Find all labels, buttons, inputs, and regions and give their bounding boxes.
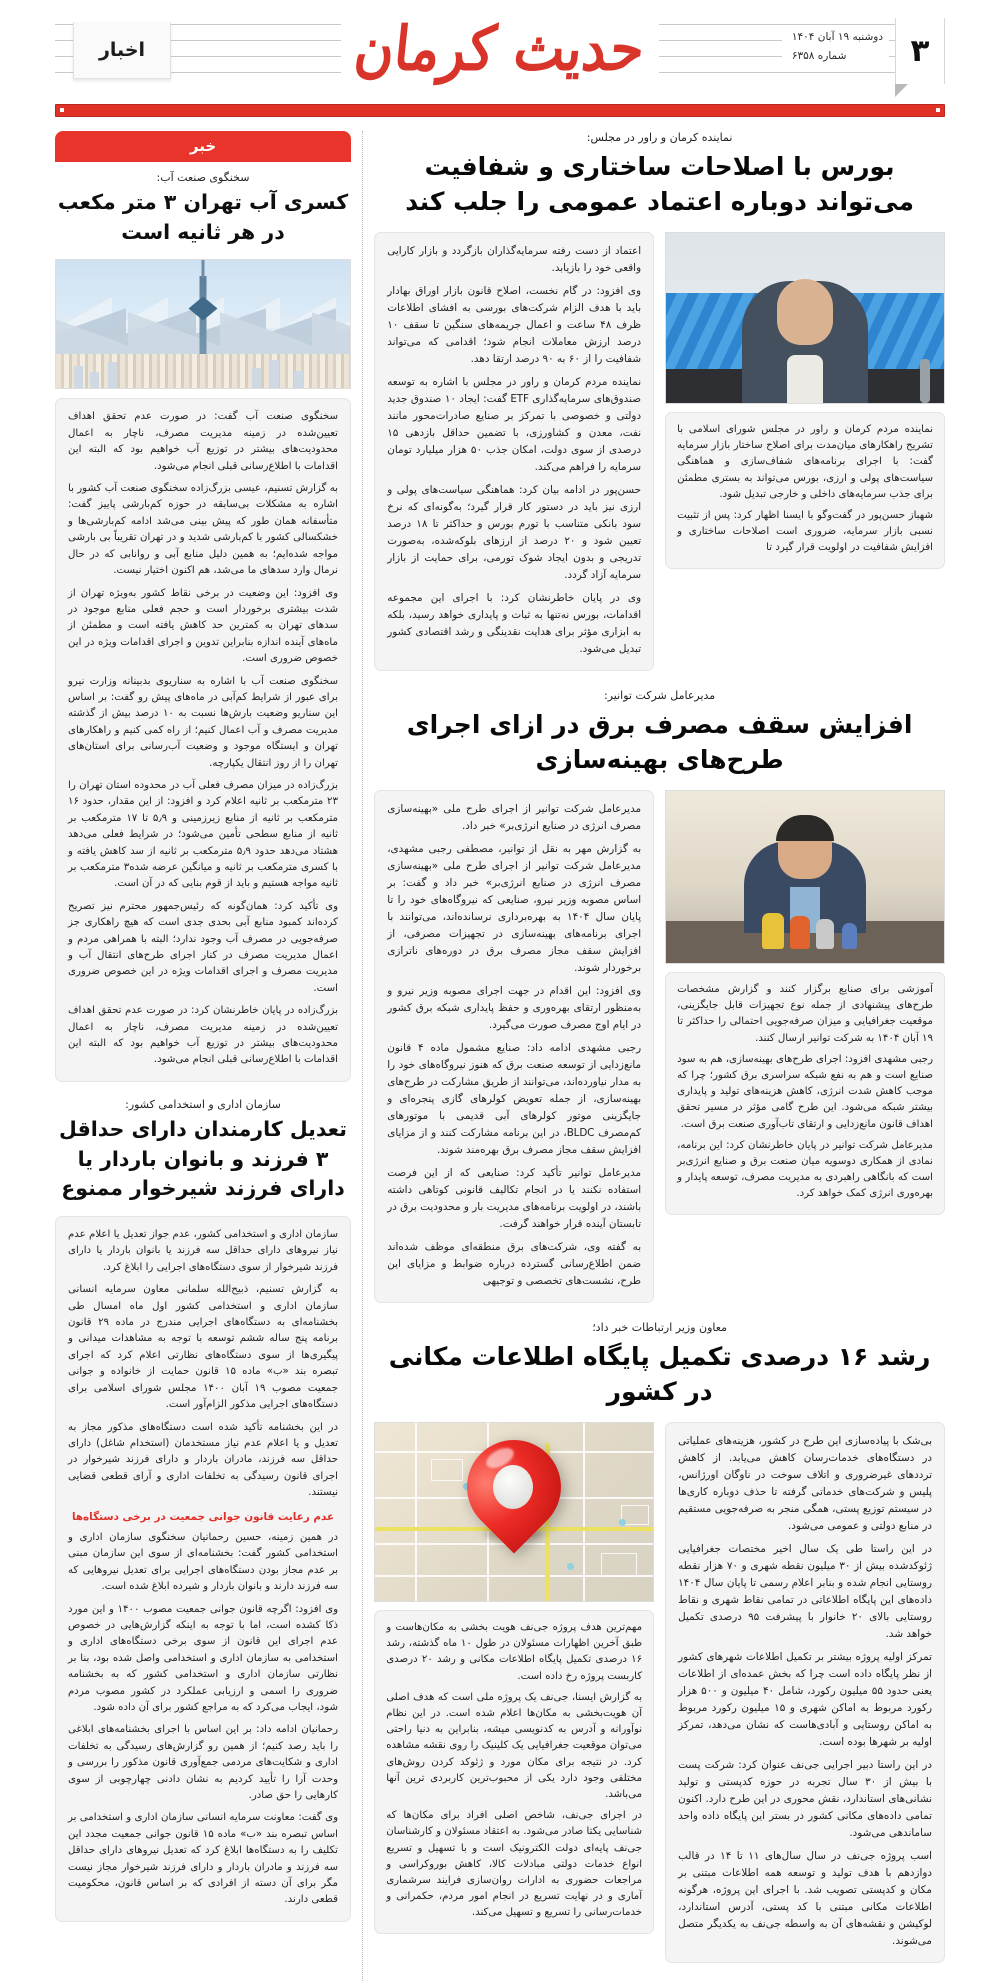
article-paragraph: وی افزود: این اقدام در جهت اجرای مصوبه وزیر نیرو و به‌منظور ارتقای بهره‌وری و حفظ پایداری شبکه برق کشور در ایام اوج مصرف صورت می‌گیرد.	[387, 985, 642, 1031]
article-paragraph: حسن‌پور در ادامه بیان کرد: هماهنگی سیاست‌های پولی و ارزی نیز باید در دستور کار قرار گیرد؛ به‌گونه‌ای که نرخ سود بانکی متناسب با تورم بورس و حداکثر تا ۱۸ درصد تعیین شود و ۲۰ درصد از ارزهای بلوکه‌شده، به‌صورت تدریجی و بدون ایجاد شوک تورمی، برای حمایت از بازار سرمایه آزاد گردد.	[387, 484, 642, 581]
map-pin-icon	[467, 1440, 561, 1534]
article-headline: بورس با اصلاحات ساختاری و شفافیت می‌تواند دوباره اعتماد عمومی را جلب کند	[405, 152, 914, 216]
article-media-column	[374, 1422, 654, 1934]
article-paragraph: تمرکز اولیه پروژه بیشتر بر تکمیل اطلاعات شهرهای کشور از نظر پایگاه داده است چرا که بخش عمده‌ای از اطلاعات یعنی حدود ۵۵ میلیون رکورد، شامل ۴۰ میلیون و ۵۰۰ هزار رکورد مربوط به اماکن شهری و ۱۵ میلیون رکورد مربوط به اماکن روستایی و آبادی‌هاست که نشان می‌دهد، تمرکز اولیه بر شهرها بوده است.	[678, 1651, 933, 1748]
section-tab-label: اخبار	[98, 39, 146, 61]
article-body-grid	[374, 790, 945, 1303]
article-paragraph: در این راستا طی یک سال اخیر مختصات جغرافیایی ژئوکدشده بیش از ۳۰ میلیون نقطه شهری و ۷۰ هزار نقطه روستایی انجام شده و بنابر اعلام رسمی تا پایان سال ۱۴۰۴ داده‌های این پایگاه اطلاعاتی در تمامی نقاط شهری و نقاط روستایی بالای ۲۰ خانوار با پیشرفت ۹۵ درصدی تکمیل خواهد شد.	[678, 1543, 932, 1640]
main-column	[374, 131, 945, 1981]
issue-number: شماره ۶۳۵۸	[791, 50, 847, 62]
sidebar-paragraph: سخنگوی صنعت آب گفت: در صورت عدم تحقق اهداف تعیین‌شده در زمینه مدیریت مصرف، ناچار به اعمال محدودیت‌های بیشتر در توزیع آب خواهیم بود که البته این اقدامات با اطلاع‌رسانی قبلی انجام می‌شود.	[68, 411, 338, 472]
mp-portrait-photo	[665, 232, 945, 404]
article-paragraph: مدیرعامل توانیر تأکید کرد: صنایعی که از این فرصت استفاده نکنند یا در انجام تکالیف قانونی کوتاهی داشته باشند، در اولویت برنامه‌های مدیریت بار و محدودیت برق در تابستان آینده قرار خواهند گرفت.	[387, 1167, 642, 1230]
caption-paragraph: نماینده مردم کرمان و راور در مجلس شورای اسلامی با تشریح راهکارهای میان‌مدت برای اصلاح ساختار بازار سرمایه گفت: با اجرای برنامه‌های شفاف‌سازی و هماهنگی سیاست‌های پولی و ارزی، بورس می‌تواند به بستری مطمئن برای جذب سرمایه‌های داخلی و خارجی تبدیل شود.	[677, 424, 933, 500]
article-paragraph: رجبی مشهدی افزود: اجرای طرح‌های بهینه‌سازی، هم به سود صنایع است و هم به نفع شبکه سراسری برق کشور؛ چرا که موجب کاهش شدت انرژی، کاهش هزینه‌های تولید و پایداری بیشتر شبکه می‌شود. این طرح گامی مؤثر در مسیر تحقق اهداف قانون مانع‌زدایی و ارتقای تاب‌آوری صنعت برق است.	[677, 1053, 933, 1130]
sidebar-paragraph: سازمان اداری و استخدامی کشور، عدم جواز تعدیل یا اعلام عدم نیاز نیروهای دارای حداقل سه فرزند یا بانوان باردار یا دارای فرزند شیرخوار از سوی دستگاه‌های اجرایی را ابلاغ کرد.	[68, 1229, 338, 1273]
column-divider	[362, 131, 363, 1981]
article-body-grid	[374, 232, 945, 671]
caption-paragraph: در اجرای جی‌نف، شاخص اصلی افراد برای مکان‌ها که شناسایی یکتا صادر می‌شود. به اعتقاد مسئولان و کارشناسان جی‌نف پایه‌ای دولت الکترونیک است و با تسهیل و تسریع انواع خدمات دولتی مبادلات کالا، کاهش بوروکراسی و مراجعات حضوری به ادارات روان‌سازی فرایند سرشماری آماری و در نهایت تسریع در انجام امور مردم، حکمرانی و خدمات‌رسانی را تسریع و تسهیل می‌کند.	[386, 1810, 643, 1919]
masthead-red-bar	[55, 104, 945, 117]
article-headline: رشد ۱۶ درصدی تکمیل پایگاه اطلاعات مکانی در کشور	[388, 1342, 931, 1406]
sidebar-article-employment	[55, 1098, 351, 1922]
sidebar-article-kicker: سازمان اداری و استخدامی کشور:	[125, 1097, 281, 1111]
caption-paragraph: به گزارش ایسنا، جی‌نف یک پروژه ملی است که هدف اصلی آن هویت‌بخشی به مکان‌ها اعلام شده است. در این نظام نوآورانه و آدرس به کدنویسی میشه، بنابراین به دنیا راحتی می‌توان موقعیت جغرافیایی یک کلینیک را روی نقشه مشاهده کرد. در نتیجه برای مکان مورد و ژئوکد کردن روش‌های مختلفی وجود دارد یکی از محبوب‌ترین کاربردی ترین آنها می‌باشد.	[386, 1691, 643, 1801]
article-text-box	[374, 232, 654, 671]
sidebar-paragraph: در همین زمینه، حسین رحمانیان سخنگوی سازمان اداری و استخدامی کشور گفت: بخشنامه‌ای از سوی این سازمان مبنی بر عدم مجاز بودن دستگاه‌های اجرایی برای تعدیل نیروهایی که سه فرزند دارند و بانوان باردار و شیرده ابلاغ شده است.	[68, 1531, 338, 1593]
article-paragraph: مدیرعامل شرکت توانیر از اجرای طرح ملی «بهینه‌سازی مصرف انرژی در صنایع انرژی‌بر» خبر داد.	[387, 803, 642, 832]
sidebar-article-kicker: سخنگوی صنعت آب:	[156, 171, 250, 184]
sidebar-paragraph: بزرگ‌زاده در میزان مصرف فعلی آب در محدوده استان تهران را ۲۳ مترمکعب بر ثانیه اعلام کرد و افزود: از این مقدار، حدود ۱۶ مترمکعب بر ثانیه از منابع زیرزمینی و ۵٫۹ تا ۱۷ مترمکعب بر ثانیه از منابع سطحی تأمین می‌شود؛ در شرایط فعلی می‌دهد هشتاد می‌دهد حدود ۵٫۹ مترمکعب بر ثانیه از سد کاهش یافته و با کسری مترمکعب بر ثانیه و میانگین عرضه شده۳ مترمکعب بر ثانیه مواجه هستیم و باید از قوم بنایی که در آن است.	[68, 779, 338, 890]
article-text-column	[665, 1422, 945, 1963]
article-photo-caption	[665, 412, 945, 569]
article-geospatial	[374, 1321, 945, 1963]
sidebar-article-text-box	[55, 1216, 351, 1922]
sidebar-banner-khabar: خبر	[55, 131, 351, 162]
article-paragraph: نماینده مردم کرمان و راور در مجلس با اشاره به توسعه صندوق‌های سرمایه‌گذاری ETF گفت: ایجاد ۱۰ صندوق جدید دولتی و خصوصی با تمرکز بر صنایع صادرات‌محور مانند نفت، معدن و کشاورزی، با تضمین حداقل بازدهی ۱۵ درصدی از سوی دولت، امکان جذب ۵۰ هزار میلیارد تومان سرمایه را فراهم می‌کند.	[387, 376, 642, 473]
article-paragraph: به گفته وی، شرکت‌های برق منطقه‌ای موظف شده‌اند ضمن اطلاع‌رسانی گسترده درباره ضوابط و مزایای این طرح، نشست‌های تخصصی و توجیهی	[387, 1241, 642, 1287]
masthead	[55, 0, 945, 102]
article-paragraph: مدیرعامل شرکت توانیر در پایان خاطرنشان کرد: این برنامه، نمادی از همکاری دوسویه میان صنعت برق و صنایع انرژی‌بر است که بانگاهی راهبردی به مدیریت مصرف، توسعه پایدار و بهره‌وری انرژی کمک خواهد کرد.	[677, 1139, 933, 1200]
sidebar-article-headline: تعدیل کارمندان دارای حداقل ۳ فرزند و بانوان باردار یا دارای فرزند شیرخوار ممنوع	[59, 1116, 347, 1201]
sidebar-paragraph: وی افزود: اگرچه قانون جوانی جمعیت مصوب ۱۴۰۰ و این مورد ذکا کشده است، اما با توجه به اینکه گزارش‌هایی در خصوص عدم اجرای این قانون از سوی برخی دستگاه‌های اداری و استخدامی به سازمان اداری و استخدامی واصل شده بود، بنا بر نظارتی سازمان اداری و استخدامی کشور که به بخشنامه ضروری را اسمی و ارزیابی عملکرد در کشور مصوب مردم شود، ایجاب می‌کرد که به مراجع کشور برای آن داده شود.	[68, 1603, 339, 1713]
sidebar-red-subheading: عدم رعایت قانون جوانی جمعیت در برخی دستگاه‌ها	[71, 1510, 335, 1523]
article-photo-caption	[374, 1610, 654, 1934]
article-paragraph: اعتماد از دست رفته سرمایه‌گذاران بازگردد و بازار کارایی واقعی خود را بازیابد.	[387, 245, 642, 274]
article-paragraph: وی در پایان خاطرنشان کرد: با اجرای این مجموعه اقدامات، بورس نه‌تنها به ثبات و پایداری خواهد رسید، بلکه به ابزاری مؤثر برای هدایت نقدینگی و رشد اقتصادی کشور تبدیل می‌شود.	[387, 592, 642, 655]
caption-paragraph: مهم‌ترین هدف پروژه جی‌نف هویت بخشی به مکان‌هاست و طبق آخرین اظهارات مسئولان در طول ۱۰ ماه گذشته، رشد ۱۶ درصدی تکمیل پایگاه اطلاعات مکانی و رشد ۲۰ درصدی کاربست پروژه رخ داده است.	[386, 1622, 643, 1682]
sidebar-article-water	[55, 171, 351, 1082]
article-text-column	[374, 232, 654, 671]
publication-date: دوشنبه ۱۹ آبان ۱۴۰۴	[791, 31, 883, 43]
article-kicker: مدیرعامل شرکت توانیر:	[603, 689, 716, 702]
sidebar-paragraph: به گزارش تسنیم، عیسی بزرگ‌زاده سخنگوی صنعت آب کشور با اشاره به مشکلات بی‌سابقه در حوزه کم‌بارشی پاییز گفت: متأسفانه همان طور که پیش بینی می‌شد ادامه کم‌بارشی‌ها و خشکسالی کشور با کم‌بارشی شدید و در تهران تقریباً بی بارشی مواجه شده‌ایم؛ به همین دلیل منابع آبی و روانابی که در حال نرمال وارد سدهای ما می‌شد، هم اکنون اختیار نیست.	[68, 483, 338, 577]
issue-info	[782, 26, 889, 68]
tavanir-ceo-press-photo	[665, 790, 945, 964]
article-bourse	[374, 131, 945, 671]
section-tab-news[interactable]	[73, 22, 171, 79]
article-text-box	[374, 790, 654, 1303]
article-kicker: معاون وزیر ارتباطات خبر داد؛	[592, 1321, 727, 1334]
page-number: ۳	[910, 32, 930, 69]
page-content	[40, 131, 960, 1981]
red-map-pin-photo	[374, 1422, 654, 1602]
article-paragraph: رجبی مشهدی ادامه داد: صنایع مشمول ماده ۴ قانون مانع‌زدایی از توسعه صنعت برق که هنوز نیروگاه‌های خود را به مدار نیاورده‌اند، می‌توانند از طریق مشارکت در طرح‌های بهینه‌سازی، از جمله تعویض کولرهای گازی پنجره‌ای و جایگزینی موتور کولرهای آبی قدیمی با موتورهای کم‌مصرف BLDC، در این برنامه مشارکت کنند و از مزایای افزایش سقف مجاز مصرف برق بهره‌مند شوند.	[387, 1042, 642, 1156]
caption-paragraph: شهباز حسن‌پور در گفت‌وگو با ایسنا اظهار کرد: پس از تثبیت نسبی بازار سرمایه، ضروری است اصلاحات ساختاری و افزایش شفافیت در اولویت قرار گیرد تا	[677, 510, 933, 554]
article-text-column	[374, 790, 654, 1303]
article-paragraph: بی‌شک با پیاده‌سازی این طرح در کشور، هزینه‌های عملیاتی در دستگاه‌های خدمات‌رسان کاهش می‌یابد. از کاهش ترددهای غیرضروری و اتلاف سوخت در ناوگان اورژانس، پلیس و شرکت‌های خدماتی گرفته تا حذف دوباره کاری‌ها در سیستم توزیع پستی، همگی منجر به صرفه‌جویی مستقیم در منابع دولتی و عمومی می‌شود.	[678, 1435, 932, 1532]
sidebar-paragraph: بزرگ‌زاده در پایان خاطرنشان کرد: در صورت عدم تحقق اهداف تعیین‌شده در زمینه مدیریت مصرف، ناچار به اعمال محدودیت‌های بیشتر در توزیع آب خواهیم بود که البته این اقدامات با اطلاع‌رسانی قبلی انجام می‌شود.	[68, 1005, 338, 1066]
sidebar-paragraph: در این بخشنامه تأکید شده است دستگاه‌های مذکور مجاز به تعدیل و یا اعلام عدم نیاز مستخدمان (استخدام شاغل) دارای حداقل سه فرزند، مادران باردار و دارای فرزند شیرخوار در اجرای قانون رسیدگی به تخلفات اداری و آرای قطعی قضایی نیستند.	[68, 1421, 338, 1499]
article-kicker: نماینده کرمان و راور در مجلس:	[586, 131, 733, 144]
article-media-column	[665, 790, 945, 1215]
sidebar-paragraph: وی گفت: معاونت سرمایه انسانی سازمان اداری و استخدامی بر اساس تبصره بند «ب» ماده ۱۵ قانون جوانی جمعیت مجدد این تکلیف را به دستگاه‌ها ابلاغ کرد که تعدیل نیروهای دارای حداقل سه فرزند و مادران باردار و دارای فرزند شیرخوار مجاز نیست مگر برای آن دسته از افرادی که بر اساس قانون، محکومیت قطعی دارند.	[68, 1812, 338, 1906]
sidebar-paragraph: به گزارش تسنیم، ذبیح‌الله سلمانی معاون سرمایه انسانی سازمان اداری و استخدامی کشور اول ماه امسال طی بخشنامه‌ای به دستگاه‌های اجرایی مندرج در ماده ۲۹ قانون برنامه پنج ساله ششم توسعه با توجه به مشاهدات میدانی و پیگیری‌ها از سوی دستگاه‌های نظارتی اعلام کرد که اجرای تبصره بند «ب» ماده ۱۵ قانون حمایت از خانواده و جوانی جمعیت مصوب ۱۹ آبان ۱۴۰۰ مجلس شورای اسلامی برای دستگاه‌های اجرایی مذکور الزام‌آور است.	[68, 1284, 339, 1411]
article-paragraph: آموزشی برای صنایع برگزار کنند و گزارش مشخصات طرح‌های پیشنهادی از جمله نوع تجهیزات قابل جایگزینی، موقعیت جغرافیایی و میزان صرفه‌جویی احتمالی را حداکثر تا ۱۹ آبان ۱۴۰۴ به شرکت توانیر ارسال کنند.	[677, 984, 933, 1044]
sidebar-paragraph: رحمانیان ادامه داد: بر این اساس با اجرای بخشنامه‌های ابلاغی را باید رصد کنیم؛ از همین رو گزارش‌های رسیدگی به تخلفات اداری و شکایت‌های مردمی جمع‌آوری قانون مذکور را بررسی و وحدت آرا را تأیید کردیم به نشان دادنی چهارچوبی از سوی کارهایی را حق صادر.	[68, 1724, 338, 1802]
sidebar-paragraph: وی افزود: این وضعیت در برخی نقاط کشور به‌ویژه تهران از شدت بیشتری برخوردار است و حجم فعلی منابع موجود در سدهای تهران به کمترین حد کاهش یافته است و مطمئن از ماه‌های آینده اندازه بنابراین تدوین و اجرای اقدامات ویژه در این خصوص ضروری است.	[68, 587, 338, 665]
page-number-box	[895, 18, 945, 84]
article-media-column	[665, 232, 945, 569]
article-paragraph: در این راستا دبیر اجرایی جی‌نف عنوان کرد: شرکت پست با بیش از ۳۰ سال تجربه در حوزه کدپستی و تولید نشانی‌های استاندارد، نقش محوری در این طرح دارد. اکنون تمامی داده‌های مکانی کشور در بستر این پایگاه داده واحد ساماندهی می‌شود.	[678, 1759, 932, 1839]
sidebar-paragraph: وی تأکید کرد: همان‌گونه که رئیس‌جمهور محترم نیز تصریح کرده‌اند کمبود منابع آبی بحدی جدی است که هیچ راهکاری جز صرفه‌جویی در مصرف آب وجود ندارد؛ البته با همراهی مردم و اعمال مدیریت مصرف در کنار اجرای طرح‌های انتقال آب و مدیریت مصرف و اجرای اقدامات ویژه در این خصوص ضروری است.	[68, 900, 338, 994]
sidebar-article-text-box	[55, 398, 351, 1081]
article-body-grid	[374, 1422, 945, 1963]
sidebar-article-headline: کسری آب تهران ۳ متر مکعب در هر ثانیه است	[57, 190, 349, 244]
article-paragraph: به گزارش مهر به نقل از توانیر، مصطفی رجبی مشهدی، مدیرعامل شرکت توانیر از اجرای طرح ملی «بهینه‌سازی مصرف انرژی در صنایع انرژی‌بر» خبر داد و گفت: بر اساس مصوبه وزیر نیرو، صنایعی که نیروگاه‌های خود را تا پایان سال ۱۴۰۴ به بهره‌برداری نرسانده‌اند، می‌توانند با اجرای برنامه‌های بهینه‌سازی در تجهیزات مصرفی، از افزایش سقف مجاز مصرف برق در دوره‌های ناترازی برخوردار شوند.	[387, 843, 642, 974]
article-text-box	[665, 1422, 945, 1963]
article-paragraph: اسب پروژه جی‌نف در سال‌ سال‌های ۱۱ تا ۱۴ در قالب دوازدهم با هدف تولید و توسعه همه اطلاعات مبتنی بر مکان و کدپستی تصویب شد. با اجرای این پروژه، هرگونه اطلاعات مکانی مبتنی با کد پستی، آدرس استاندارد، لوکیشن و نقشه‌های آن به واسطه جی‌نف به یکدیگر متصل می‌شوند.	[678, 1850, 932, 1947]
article-headline: افزایش سقف مصرف برق در ازای اجرای طرح‌های بهینه‌سازی	[406, 710, 913, 774]
article-tavanir	[374, 689, 945, 1303]
sidebar-paragraph: سخنگوی صنعت آب با اشاره به سناریوی بدبینانه وزارت نیرو برای عبور از شرایط کم‌آبی در ماه‌های پیش رو گفت: بر اساس این سناریو وضعیت بارش‌ها نسبت به ۱۰ درصد بیش از گذشته مدیریت مصرف و آب اعمال کنیم؛ از راه کمی کنیم و راهکارهای تهران و ایستگاه موجود و وضعیت آب‌رسانی برای استان‌های تهران را از روز انتقال یکپارچه.	[68, 675, 339, 769]
article-text-box	[665, 972, 945, 1215]
tehran-milad-tower-photo	[55, 259, 351, 389]
article-paragraph: وی افزود: در گام نخست، اصلاح قانون بازار اوراق بهادار باید با هدف الزام شرکت‌های بورسی به افشای اطلاعات ظرف ۴۸ ساعت و اعمال جریمه‌های سنگین تا سقف ۱۰ درصد ارزش معاملات انجام شود؛ اقدامی که می‌تواند شفافیت را از ۶۰ به ۹۰ درصد ارتقا دهد.	[387, 285, 642, 365]
sidebar-column	[55, 131, 351, 1981]
newspaper-logo: حدیث کرمان	[351, 12, 649, 84]
